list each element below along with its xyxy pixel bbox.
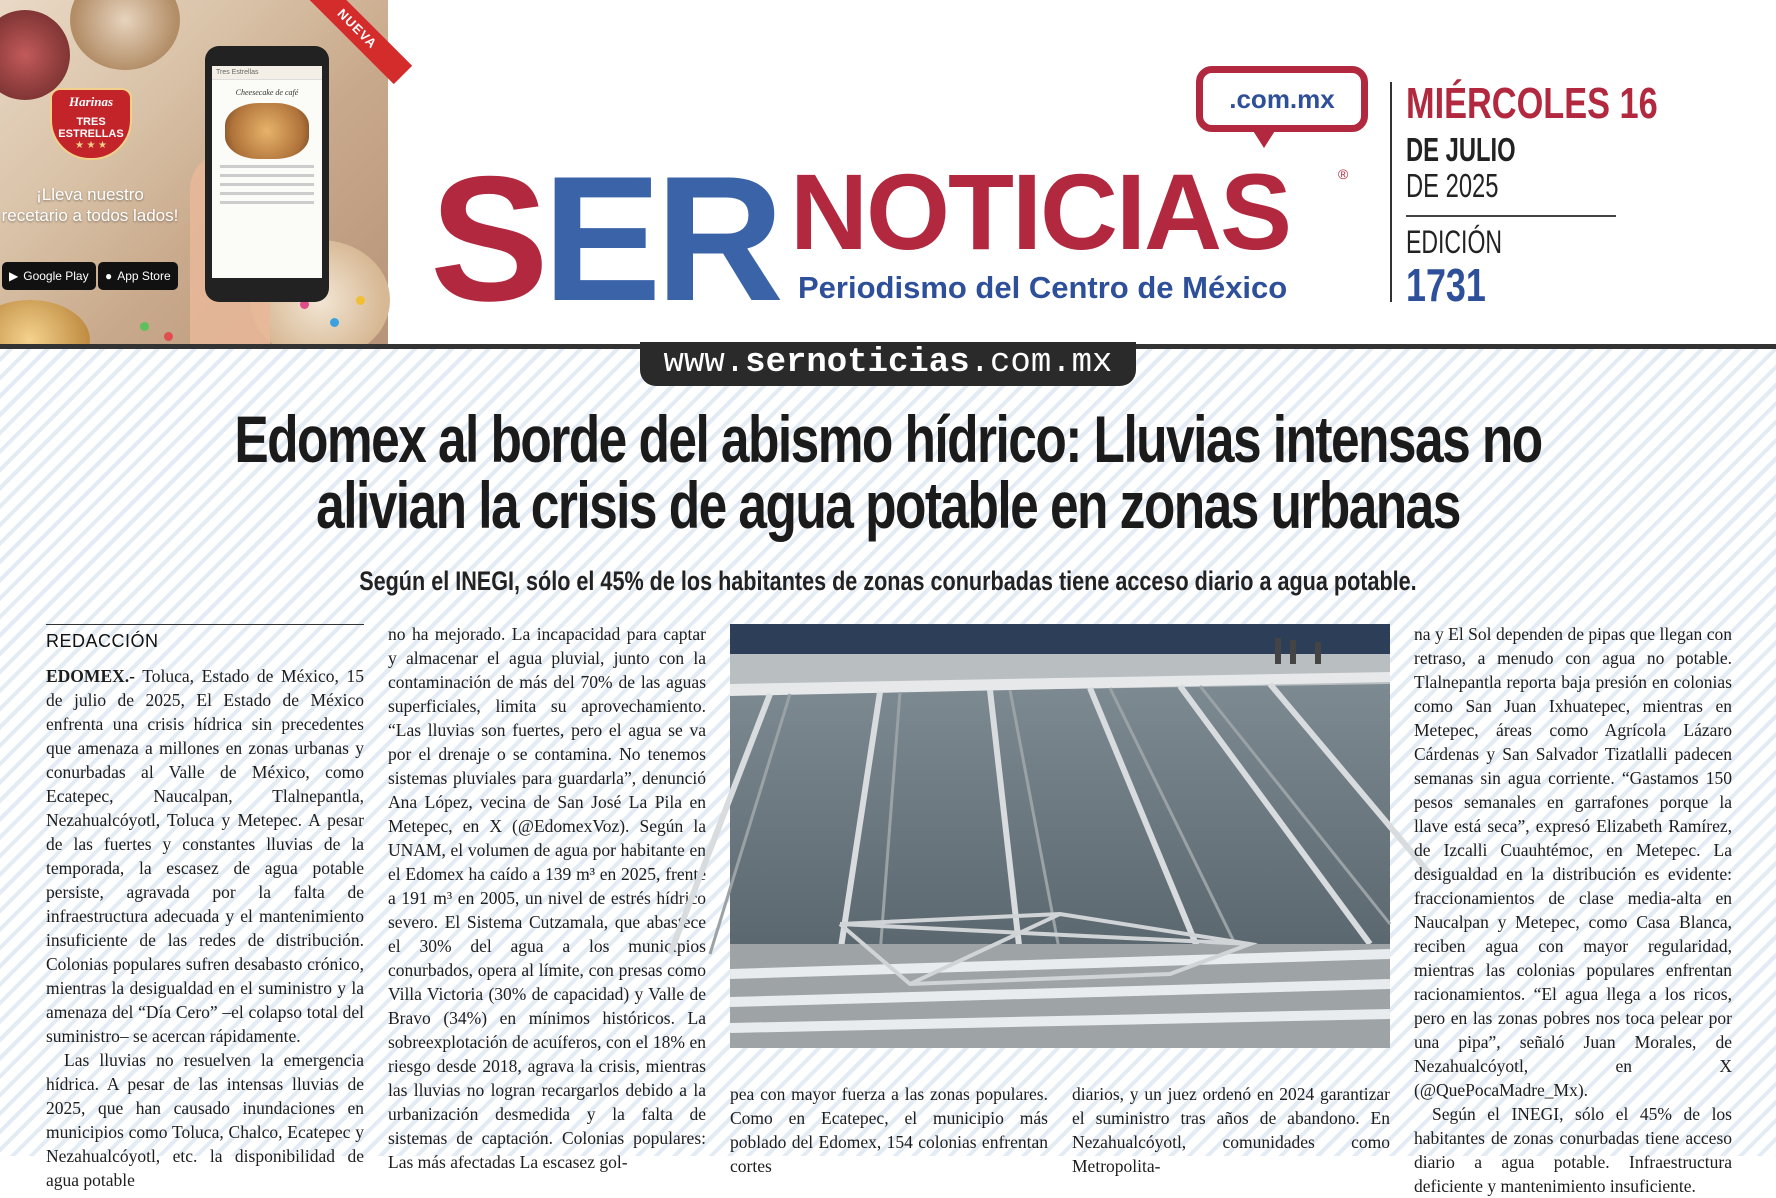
play-store-icon: ▶ <box>9 269 19 283</box>
sprinkle <box>330 318 339 327</box>
ad-tagline-line: recetario a todos lados! <box>1 206 179 225</box>
article-subhead <box>40 566 1736 597</box>
logo-ser <box>430 139 779 338</box>
article-column <box>1414 622 1732 1198</box>
divider <box>1406 215 1616 217</box>
speech-bubble-tail <box>1250 126 1278 148</box>
app-store-label: App Store <box>117 269 171 283</box>
article-paragraph <box>46 664 364 1048</box>
advertisement-banner[interactable] <box>0 0 388 344</box>
article-paragraph: Las lluvias no resuelven la emergencia hídrica. A pesar de las intensas lluvias de 2025, que han causado inundaciones en municipios como Toluca, Chalco, Ecatepec y Nezahualcóyotl, etc. la disponibilidad de agua potable <box>46 1050 364 1190</box>
google-play-badge[interactable] <box>2 262 96 290</box>
ad-tagline-line: ¡Lleva nuestro <box>36 185 144 204</box>
phone-recipe-title: Cheesecake de café <box>235 88 299 97</box>
date-month: DE JULIO <box>1406 131 1516 168</box>
logo-ser-text-blue: ER <box>542 139 779 338</box>
domain-speech-bubble: .com.mx <box>1196 66 1368 132</box>
article-paragraph: no ha mejorado. La incapacidad para captar y almacenar el agua pluvial, junto con la contaminación de más del 70% de las aguas superficiales, limita su aprovechamiento. “Las lluvias son fuertes, pero el agua se va por el drenaje o se contamina. No tenemos sistemas pluviales para guardarla”, denunció Ana López, vecina de San José La Pila en Metepec, en X (@EdomexVoz). Según la UNAM, el volumen de agua por habitante en el Edomex ha caído a 139 m³ en 2025, frente a 191 m³ en 2005, un nivel de estrés hídrico severo. El Sistema Cutzamala, que abastece el 30% del agua a los municipios conurbados, opera al límite, con presas como Villa Victoria (30% de capacidad) y Valle de Bravo (34%) en mínimos históricos. La sobreexplotación de acuíferos, con el 18% en riesgo desde 2018, agrava la crisis, mientras las lluvias no logran recargarlos debido a la urbanización desmedida y la falta de sistemas de captación. Colonias populares: Las más afectadas La escasez gol- <box>388 624 706 1172</box>
article-column <box>388 622 706 1174</box>
cheesecake-image <box>225 103 309 159</box>
ad-tagline <box>0 184 180 226</box>
sprinkle <box>356 296 365 305</box>
masthead-logo[interactable] <box>430 62 1350 338</box>
url-suffix: .com.mx <box>969 344 1113 382</box>
logo-ser-text: S <box>430 139 543 338</box>
article-paragraph: diarios, y un juez ordenó en 2024 garantizar el suministro tras años de abandono. En Nezahualcóyotl, comunidades como Metropolita- <box>1072 1084 1390 1176</box>
text-line <box>220 192 314 195</box>
text-line <box>220 165 314 168</box>
article-paragraph: pea con mayor fuerza a las zonas populares. Como en Ecatepec, el municipio más poblado del Edomex, 154 colonias enfrentan cortes <box>730 1084 1048 1176</box>
newspaper-header <box>0 0 1776 344</box>
phone-app-bar: Tres Estrellas <box>212 66 322 80</box>
article-page <box>0 344 1776 1196</box>
website-url[interactable] <box>640 342 1136 386</box>
paragraph-text: Toluca, Estado de México, 15 de julio de 2025, El Estado de México enfrenta una crisis hídrica sin precedentes que amenaza a millones en zonas urbanas y conurbadas al Valle de México, como Ecatepec, Naucalpan, Tlalnepantla, Nezahualcóyotl, Toluca y Metepec. A pesar de las fuertes y constantes lluvias de la temporada, la escasez de agua potable persiste, agravada por la falta de infraestructura adecuada y el mantenimiento insuficiente de las redes de distribución. Colonias populares sufren desabasto crónico, mientras la desigualdad en el suministro y la amenaza del “Día Cero” –el colapso total del suministro– se acercan rápidamente. <box>46 666 364 1046</box>
article-column <box>46 624 364 1192</box>
article-headline <box>40 402 1736 542</box>
cupcake-image <box>0 10 70 100</box>
ad-brand-name: TRES ESTRELLAS <box>58 116 124 140</box>
text-line <box>220 174 314 177</box>
article-paragraph: na y El Sol dependen de pipas que llegan con retraso, a menudo con agua no potable. Tlalnepantla reporta baja presión en colonias como San Juan Ixhuatepec, mientras en Metepec, áreas como Agrícola Lázaro Cárdenas y San Salvador Tizatlalli padecen semanas sin agua corriente. “Gastamos 150 pesos semanales en garrafones porque la llave está seca”, expresó Elizabeth Ramírez, de Izcalli Cuauhtémoc, en Metepec. La desigualdad en la distribución es evidente: fraccionamientos de clase media-alta en Naucalpan y Metepec, como Casa Blanca, reciben agua con mayor regularidad, mientras las colonias populares enfrentan racionamientos. “El agua llega a los ricos, pero en las zonas pobres nos toca pelear por una pipa”, señaló Juan Morales, de Nezahualcóyotl, en X (@QuePocaMadre_Mx). <box>1414 624 1732 1100</box>
cupcake-image <box>70 0 180 70</box>
date-edition-block <box>1390 79 1690 311</box>
date-day: MIÉRCOLES 16 <box>1406 79 1658 128</box>
article-column <box>730 1082 1048 1178</box>
google-play-label: Google Play <box>23 269 89 283</box>
edition-number: 1731 <box>1406 258 1486 311</box>
dateline: EDOMEX.- <box>46 666 135 686</box>
logo-noticias: NOTICIAS <box>790 151 1291 272</box>
text-line <box>220 201 314 204</box>
sprinkle <box>140 322 149 331</box>
headline-line: alivian la crisis de agua potable en zonas urbanas <box>316 468 1460 542</box>
url-name: sernoticias <box>745 344 970 382</box>
phone-screen <box>212 66 322 278</box>
apple-icon: ● <box>105 269 113 283</box>
text-line <box>220 183 314 186</box>
phone-mockup <box>205 46 329 302</box>
sprinkle <box>164 332 173 341</box>
edition-label: EDICIÓN <box>1406 223 1503 260</box>
url-prefix: www. <box>663 344 746 382</box>
article-paragraph: Según el INEGI, sólo el 45% de los habitantes de zonas conurbadas tiene acceso diario a agua potable. Infraestructura deficiente y mantenimiento insuficiente. <box>1414 1104 1732 1196</box>
tres-estrellas-logo <box>50 88 132 160</box>
byline: REDACCIÓN <box>46 624 364 664</box>
new-ribbon: NUEVA <box>302 0 412 84</box>
date-year: DE 2025 <box>1406 167 1499 205</box>
headline-line: Edomex al borde del abismo hídrico: Lluvias intensas no <box>234 402 1542 476</box>
masthead-slogan: Periodismo del Centro de México <box>798 270 1288 305</box>
article-column <box>1072 1082 1390 1178</box>
app-store-badge[interactable] <box>98 262 178 290</box>
photo-illustration <box>730 624 1390 1048</box>
registered-mark: ® <box>1338 166 1349 182</box>
subhead-text: Según el INEGI, sólo el 45% de los habitantes de zonas conurbadas tiene acceso diario a agua potable. <box>359 566 1417 596</box>
stars-icon: ★ ★ ★ <box>75 140 107 151</box>
water-treatment-plant-photo <box>730 624 1390 1048</box>
ad-brand: Harinas <box>68 94 114 109</box>
